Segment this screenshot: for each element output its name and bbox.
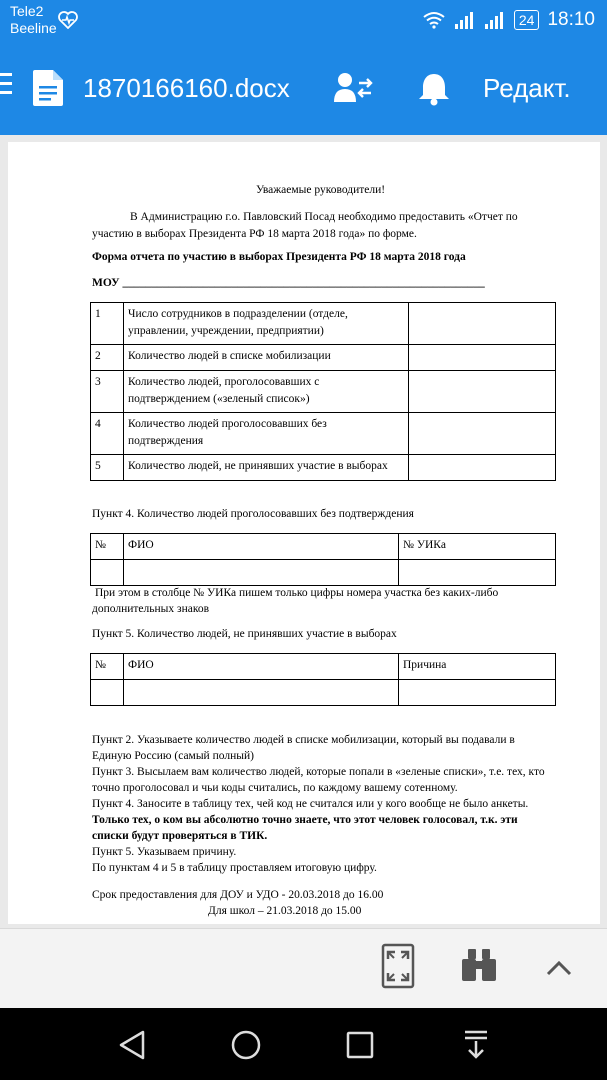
bottom-toolbar — [0, 928, 607, 1009]
instruction-final: По пунктам 4 и 5 в таблицу проставляем итоговую цифру. — [92, 862, 377, 874]
status-bar — [0, 0, 607, 40]
header-number: № — [91, 534, 124, 560]
form-title: Форма отчета по участию в выборах Президента РФ 18 марта 2018 года — [92, 251, 466, 263]
status-icons — [422, 8, 595, 32]
recent-apps-icon[interactable] — [346, 1031, 374, 1059]
row-value-cell[interactable] — [409, 455, 556, 481]
clock: 18:10 — [547, 9, 595, 30]
p5-table — [90, 653, 556, 706]
row-value-cell[interactable] — [409, 303, 556, 345]
table-row — [91, 455, 556, 481]
mou-label: МОУ _______________________________________________________________ — [92, 277, 485, 289]
instruction-p3: Пункт 3. Высылаем вам количество людей, которые попали в «зеленые списки», т.е. тех, кто точно проголосовал и чьи коды считались, по каждому вашему сотенному. — [92, 766, 545, 794]
menu-icon[interactable] — [0, 73, 12, 97]
p5-heading: Пункт 5. Количество людей, не принявших участие в выборах — [92, 628, 397, 640]
table-row — [91, 560, 556, 586]
cell-uik[interactable] — [399, 560, 556, 586]
document-icon — [33, 70, 63, 106]
row-value-cell[interactable] — [409, 345, 556, 371]
header-fio: ФИО — [124, 534, 399, 560]
instructions — [92, 732, 552, 876]
edit-button[interactable]: Редакт. — [483, 73, 571, 103]
cell-fio[interactable] — [124, 560, 399, 586]
row-description: Количество людей, не принявших участие в выборах — [124, 455, 409, 481]
cell-number[interactable] — [91, 560, 124, 586]
row-description: Количество людей в списке мобилизации — [124, 345, 409, 371]
report-table — [90, 302, 556, 481]
wifi-icon — [422, 11, 446, 29]
row-number: 2 — [91, 345, 124, 371]
cell-number[interactable] — [91, 680, 124, 706]
signal-2-icon — [484, 11, 506, 29]
p4-table — [90, 533, 556, 586]
binoculars-search-icon[interactable] — [461, 947, 497, 983]
p4-heading: Пункт 4. Количество людей проголосовавших без подтверждения — [92, 508, 414, 520]
deadline-doo: Срок предоставления для ДОУ и УДО - 20.03.2018 до 16.00 — [92, 889, 384, 901]
signal-1-icon — [454, 11, 476, 29]
deadline-schools: Для школ – 21.03.2018 до 15.00 — [208, 905, 362, 917]
p4-note: При этом в столбце № УИКа пишем только цифры номера участка без каких-либо дополнительных знаков — [92, 587, 499, 615]
carrier-1: Tele2 — [10, 3, 44, 19]
row-number: 1 — [91, 303, 124, 345]
table-row — [91, 413, 556, 455]
cell-reason[interactable] — [399, 680, 556, 706]
row-number: 3 — [91, 371, 124, 413]
table-header-row — [91, 654, 556, 680]
row-description: Число сотрудников в подразделении (отделе, управлении, учреждении, предприятии) — [124, 303, 409, 345]
notification-shade-icon[interactable] — [462, 1029, 490, 1061]
header-number: № — [91, 654, 124, 680]
table-row — [91, 680, 556, 706]
row-description: Количество людей проголосовавших без подтверждения — [124, 413, 409, 455]
row-value-cell[interactable] — [409, 371, 556, 413]
instruction-p5: Пункт 5. Указываем причину. — [92, 846, 237, 858]
instruction-p4: Пункт 4. Заносите в таблицу тех, чей код не считался или у кого вообще не было анкеты. — [92, 798, 529, 810]
instruction-p2: Пункт 2. Указываете количество людей в списке мобилизации, который вы подавали в Единую Россию (самый полный) — [92, 734, 515, 762]
home-icon[interactable] — [230, 1029, 262, 1061]
table-row — [91, 345, 556, 371]
system-nav-bar — [0, 1008, 607, 1080]
back-icon[interactable] — [117, 1029, 147, 1061]
fullscreen-icon[interactable] — [381, 943, 415, 989]
header-reason: Причина — [399, 654, 556, 680]
table-row — [91, 303, 556, 345]
row-number: 5 — [91, 455, 124, 481]
greeting: Уважаемые руководители! — [256, 184, 386, 196]
header-uik: № УИКа — [399, 534, 556, 560]
instruction-bold: Только тех, о ком вы абсолютно точно знаете, что этот человек голосовал, т.к. эти списки будут проверяться в ТИК. — [92, 814, 518, 842]
carrier-info — [10, 3, 57, 37]
table-header-row — [91, 534, 556, 560]
row-description: Количество людей, проголосовавших с подтверждением («зеленый список») — [124, 371, 409, 413]
intro-paragraph: В Администрацию г.о. Павловский Посад необходимо предоставить «Отчет по участию в выборах Президента РФ 18 марта 2018 года» по форме. — [92, 211, 518, 240]
health-heart-icon — [58, 11, 78, 29]
row-number: 4 — [91, 413, 124, 455]
app-bar — [0, 40, 607, 135]
battery-indicator: 24 — [514, 10, 540, 30]
table-row — [91, 371, 556, 413]
document-page — [8, 142, 600, 924]
bell-icon[interactable] — [418, 72, 450, 106]
carrier-2: Beeline — [10, 20, 57, 36]
share-users-icon[interactable] — [334, 72, 374, 104]
row-value-cell[interactable] — [409, 413, 556, 455]
document-title: 1870166160.docx — [83, 73, 290, 103]
chevron-up-icon[interactable] — [545, 959, 573, 977]
cell-fio[interactable] — [124, 680, 399, 706]
header-fio: ФИО — [124, 654, 399, 680]
